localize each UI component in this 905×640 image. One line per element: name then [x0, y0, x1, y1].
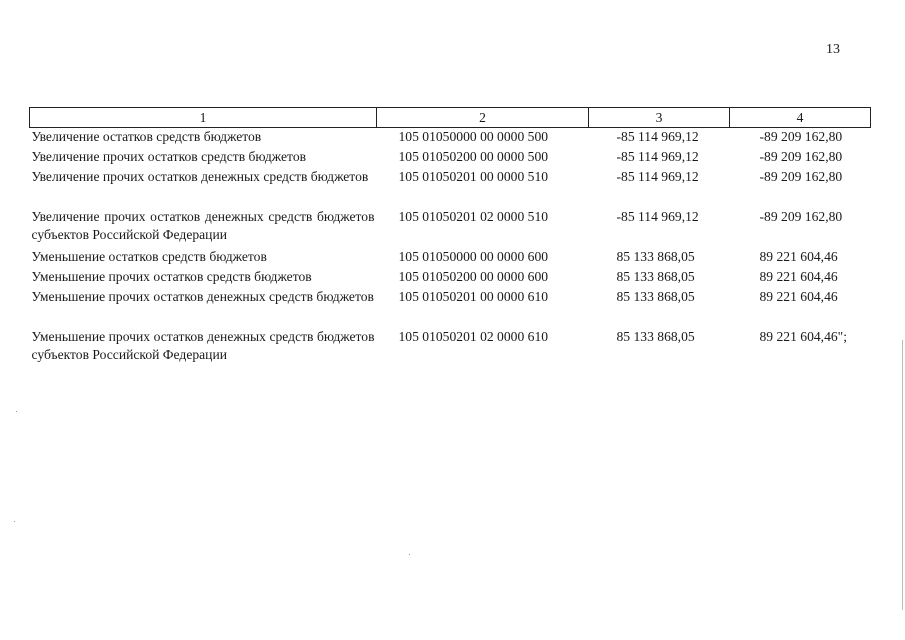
- row-code: 105 01050000 00 0000 500: [398, 129, 549, 144]
- row-code: 105 01050201 02 0000 510: [398, 209, 549, 224]
- row-value-col3: 85 133 868,05: [616, 269, 695, 284]
- scan-speck: [16, 411, 17, 412]
- row-value-col4: -89 209 162,80: [759, 129, 843, 144]
- table-row: [30, 128, 871, 149]
- scan-speck: [409, 554, 410, 555]
- row-value-col4: 89 221 604,46: [759, 269, 838, 284]
- header-col-3: 3: [589, 108, 730, 128]
- row-name: Увеличение прочих остатков средств бюджетов: [31, 149, 307, 164]
- row-code: 105 01050201 00 0000 510: [398, 169, 549, 184]
- row-value-col3: 85 133 868,05: [616, 249, 695, 264]
- row-name: Уменьшение остатков средств бюджетов: [31, 249, 267, 264]
- row-value-col4: 89 221 604,46";: [759, 329, 847, 344]
- table-row: [30, 288, 871, 328]
- row-value-col4: -89 209 162,80: [759, 169, 843, 184]
- header-col-1: 1: [30, 108, 377, 128]
- row-value-col4: 89 221 604,46: [759, 289, 838, 304]
- table-row: [30, 328, 871, 368]
- row-name: Уменьшение прочих остатков денежных средств бюджетов субъектов Российской Федерации: [31, 329, 375, 362]
- row-name: Увеличение прочих остатков денежных средств бюджетов субъектов Российской Федерации: [31, 209, 375, 242]
- scan-speck: [14, 521, 15, 522]
- row-value-col3: 85 133 868,05: [616, 329, 695, 344]
- header-col-2: 2: [377, 108, 589, 128]
- page-number: 13: [826, 42, 840, 57]
- row-value-col4: 89 221 604,46: [759, 249, 838, 264]
- table-row: [30, 208, 871, 248]
- row-value-col4: -89 209 162,80: [759, 209, 843, 224]
- budget-sources-table: [29, 107, 871, 368]
- row-code: 105 01050200 00 0000 600: [398, 269, 549, 284]
- row-value-col3: 85 133 868,05: [616, 289, 695, 304]
- row-value-col4: -89 209 162,80: [759, 149, 843, 164]
- row-code: 105 01050201 02 0000 610: [398, 329, 549, 344]
- row-name: Уменьшение прочих остатков денежных средств бюджетов: [31, 289, 374, 304]
- row-value-col3: -85 114 969,12: [616, 149, 699, 164]
- scan-edge-line: [902, 340, 903, 610]
- header-col-4: 4: [730, 108, 871, 128]
- table-row: [30, 268, 871, 288]
- row-code: 105 01050201 00 0000 610: [398, 289, 549, 304]
- row-value-col3: -85 114 969,12: [616, 129, 699, 144]
- table-header-row: [30, 108, 871, 128]
- row-code: 105 01050200 00 0000 500: [398, 149, 549, 164]
- table-row: [30, 148, 871, 168]
- table-row: [30, 168, 871, 208]
- row-value-col3: -85 114 969,12: [616, 209, 699, 224]
- row-code: 105 01050000 00 0000 600: [398, 249, 549, 264]
- row-name: Увеличение прочих остатков денежных средств бюджетов: [31, 169, 369, 184]
- row-name: Уменьшение прочих остатков средств бюджетов: [31, 269, 312, 284]
- table-row: [30, 248, 871, 268]
- row-name: Увеличение остатков средств бюджетов: [31, 129, 262, 144]
- row-value-col3: -85 114 969,12: [616, 169, 699, 184]
